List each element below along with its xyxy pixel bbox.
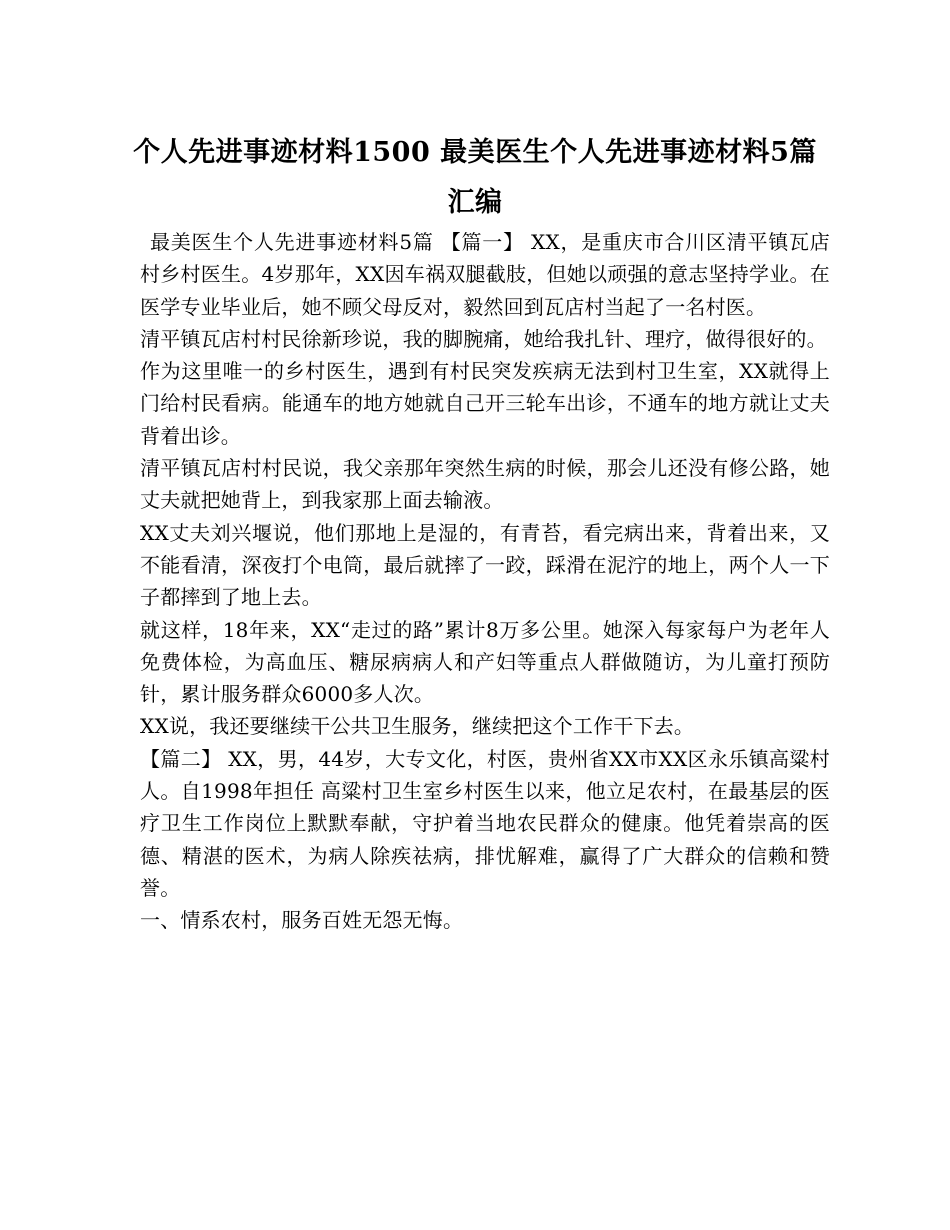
paragraph-section-heading: 一、情系农村，服务百姓无怨无悔。: [140, 908, 464, 933]
paragraph-continue-service: XX说，我还要继续干公共卫生服务，继续把这个工作干下去。: [140, 714, 695, 739]
document-body: [140, 226, 830, 937]
paragraph-villager-quote: 清平镇瓦店村村民徐新珍说，我的脚腕痛，她给我扎针、理疗，做得很好的。: [140, 326, 827, 351]
paragraph-intro: 最美医生个人先进事迹材料5篇 【篇一】 XX，是重庆市合川区清平镇瓦店村乡村医生。4岁那年，XX因车祸双腿截肢，但她以顽强的意志坚持学业。在医学专业毕业后，她不顾父母反对，毅然回到瓦店村当起了一名村医。: [140, 230, 830, 319]
document-title: 个人先进事迹材料1500 最美医生个人先进事迹材料5篇汇编: [133, 137, 817, 218]
paragraph-part-two: 【篇二】 XX，男，44岁，大专文化，村医，贵州省XX市XX区永乐镇高粱村人。自1998年担任 高粱村卫生室乡村医生以来，他立足农村，在最基层的医疗卫生工作岗位上默默奉献，守护着当地农民群众的健康。他凭着崇高的医德、精湛的医术，为病人除疾祛病，排忧解难，赢得了广大群众的信赖和赞誉。: [140, 746, 830, 900]
paragraph-husband-quote: XX丈夫刘兴堰说，他们那地上是湿的，有青苔，看完病出来，背着出来，又不能看清，深夜打个电筒，最后就摔了一跤，踩滑在泥泞的地上，两个人一下子都摔到了地上去。: [140, 520, 830, 610]
paragraph-villager-recollection: 清平镇瓦店村村民说，我父亲那年突然生病的时候，那会儿还没有修公路，她丈夫就把她背上，到我家那上面去输液。: [140, 456, 830, 513]
paragraph-service-summary: 就这样，18年来，XX“走过的路”累计8万多公里。她深入每家每户为老年人免费体检，为高血压、糖尿病病人和产妇等重点人群做随访，为儿童打预防针，累计服务群众6000多人次。: [140, 617, 830, 707]
paragraph-home-visits: 作为这里唯一的乡村医生，遇到有村民突发疾病无法到村卫生室，XX就得上门给村民看病。能通车的地方她就自己开三轮车出诊，不通车的地方就让丈夫背着出诊。: [140, 359, 830, 448]
